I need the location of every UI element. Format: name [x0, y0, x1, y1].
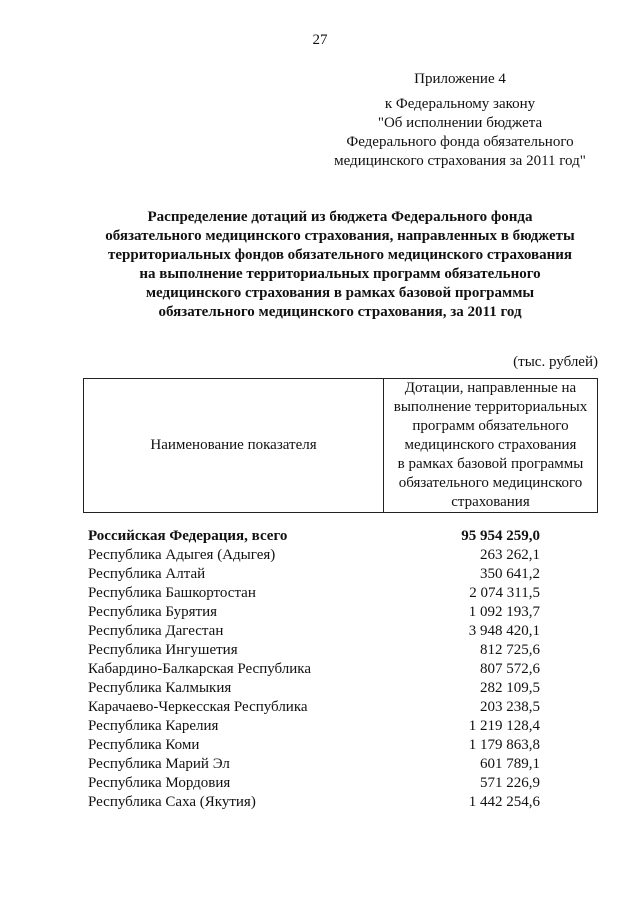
title-line: на выполнение территориальных программ обязательного	[139, 266, 541, 282]
row-value: 807 572,6	[480, 661, 540, 677]
header-subsidies-line: выполнение территориальных	[393, 399, 588, 415]
header-subsidies-line: в рамках базовой программы	[397, 456, 584, 472]
header-subsidies-line: медицинского страхования	[404, 437, 577, 453]
row-value: 1 219 128,4	[468, 718, 540, 734]
row-value: 95 954 259,0	[461, 528, 540, 544]
table-row	[88, 546, 540, 565]
title-line: Распределение дотаций из бюджета Федерального фонда	[147, 209, 533, 225]
table-row	[88, 736, 540, 755]
row-name: Республика Алтай	[88, 566, 206, 582]
appendix-law-title-line: медицинского страхования за 2011 год"	[334, 153, 586, 169]
table-row	[88, 698, 540, 717]
row-name: Республика Калмыкия	[88, 680, 232, 696]
row-value: 1 442 254,6	[468, 794, 540, 810]
row-name: Российская Федерация, всего	[88, 528, 288, 544]
title-line: медицинского страхования в рамках базовой программы	[145, 285, 535, 301]
row-name: Республика Ингушетия	[88, 642, 238, 658]
appendix-law-title-line: Федерального фонда обязательного	[346, 134, 574, 150]
table-row	[88, 641, 540, 660]
row-value: 2 074 311,5	[469, 585, 540, 601]
title-line: обязательного медицинского страхования, за 2011 год	[158, 304, 522, 320]
table-row	[88, 679, 540, 698]
table-row	[88, 793, 540, 812]
title-line: территориальных фондов обязательного медицинского страхования	[108, 247, 572, 263]
header-subsidies-line: обязательного медицинского	[398, 475, 583, 491]
row-name: Республика Марий Эл	[88, 756, 230, 772]
row-value: 1 092 193,7	[468, 604, 540, 620]
page-number: 27	[312, 32, 328, 48]
row-name: Республика Дагестан	[88, 623, 224, 639]
appendix-number: Приложение 4	[414, 71, 506, 87]
row-value: 1 179 863,8	[468, 737, 540, 753]
appendix-block	[300, 70, 620, 171]
row-value: 812 725,6	[480, 642, 540, 658]
header-subsidies-line: программ обязательного	[412, 418, 569, 434]
row-name: Республика Саха (Якутия)	[88, 794, 256, 810]
units-label: (тыс. рублей)	[513, 354, 598, 370]
table-row	[88, 603, 540, 622]
row-name: Карачаево-Черкесская Республика	[88, 699, 308, 715]
row-value: 282 109,5	[480, 680, 540, 696]
table-row	[88, 622, 540, 641]
table-row	[88, 717, 540, 736]
table-row	[88, 584, 540, 603]
table-row	[88, 660, 540, 679]
appendix-law-line: к Федеральному закону	[384, 96, 536, 112]
row-name: Республика Карелия	[88, 718, 219, 734]
table-row-total	[88, 527, 540, 546]
appendix-law-title-line: "Об исполнении бюджета	[377, 115, 543, 131]
table-header	[83, 378, 598, 513]
table-row	[88, 774, 540, 793]
document-title	[60, 208, 620, 322]
row-name: Республика Коми	[88, 737, 200, 753]
header-subsidies-line: Дотации, направленные на	[404, 380, 577, 396]
header-indicator-name: Наименование показателя	[84, 379, 384, 513]
table-row	[88, 755, 540, 774]
row-value: 203 238,5	[480, 699, 540, 715]
header-subsidies-line: страхования	[451, 494, 530, 510]
table-row	[88, 565, 540, 584]
row-name: Кабардино-Балкарская Республика	[88, 661, 312, 677]
title-line: обязательного медицинского страхования, направленных в бюджеты	[105, 228, 575, 244]
row-value: 350 641,2	[480, 566, 540, 582]
header-subsidies	[384, 379, 598, 513]
data-rows	[88, 527, 540, 812]
row-name: Республика Мордовия	[88, 775, 231, 791]
row-name: Республика Башкортостан	[88, 585, 256, 601]
row-value: 601 789,1	[480, 756, 540, 772]
row-value: 571 226,9	[480, 775, 540, 791]
row-name: Республика Адыгея (Адыгея)	[88, 547, 276, 563]
row-value: 263 262,1	[480, 547, 540, 563]
row-name: Республика Бурятия	[88, 604, 218, 620]
row-value: 3 948 420,1	[468, 623, 540, 639]
